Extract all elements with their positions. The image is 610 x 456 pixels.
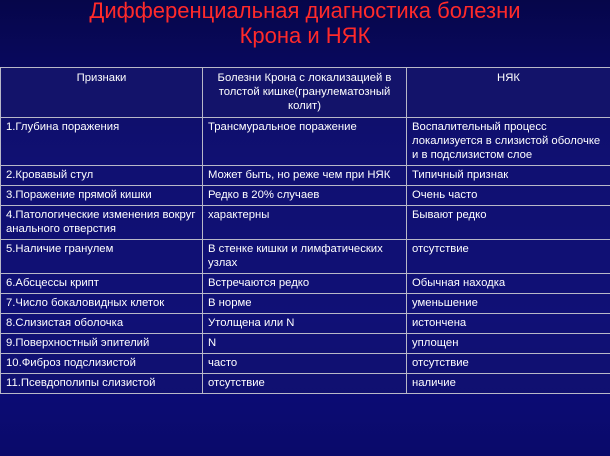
table-row: [1, 166, 610, 186]
row-uc-cell: Очень часто: [407, 186, 610, 206]
row-crohn-cell: часто: [203, 354, 407, 374]
header-cell-signs: Признаки: [1, 68, 203, 118]
slide-title: [0, 0, 610, 48]
slide-title-line-1: Дифференциальная диагностика болезни: [89, 0, 521, 23]
row-uc-cell: Бывают редко: [407, 206, 610, 240]
table-row: [1, 374, 610, 394]
table-row: [1, 314, 610, 334]
header-cell-uc: НЯК: [407, 68, 610, 118]
table-row: [1, 354, 610, 374]
row-uc-cell: уменьшение: [407, 294, 610, 314]
slide-title-line-2: Крона и НЯК: [239, 23, 371, 48]
row-crohn-cell: N: [203, 334, 407, 354]
row-uc-cell: отсутствие: [407, 354, 610, 374]
header-cell-crohn: Болезни Крона с локализацией в толстой кишке(гранулематозный колит): [203, 68, 407, 118]
row-crohn-cell: отсутствие: [203, 374, 407, 394]
row-sign-cell: 2.Кровавый стул: [1, 166, 203, 186]
table-row: [1, 294, 610, 314]
row-uc-cell: Воспалительный процесс локализуется в слизистой оболочке и в подслизистом слое: [407, 118, 610, 166]
table-body: [1, 118, 610, 394]
row-uc-cell: Типичный признак: [407, 166, 610, 186]
row-sign-cell: 4.Патологические изменения вокруг анального отверстия: [1, 206, 203, 240]
row-sign-cell: 11.Псевдополипы слизистой: [1, 374, 203, 394]
row-crohn-cell: Может быть, но реже чем при НЯК: [203, 166, 407, 186]
comparison-table: [0, 67, 610, 394]
row-sign-cell: 7.Число бокаловидных клеток: [1, 294, 203, 314]
row-uc-cell: Обычная находка: [407, 274, 610, 294]
table-row: [1, 118, 610, 166]
row-sign-cell: 10.Фиброз подслизистой: [1, 354, 203, 374]
row-crohn-cell: характерны: [203, 206, 407, 240]
table-row: [1, 240, 610, 274]
row-sign-cell: 9.Поверхностный эпителий: [1, 334, 203, 354]
row-crohn-cell: Утолщена или N: [203, 314, 407, 334]
row-sign-cell: 5.Наличие гранулем: [1, 240, 203, 274]
comparison-table-container: [0, 67, 610, 394]
table-row: [1, 334, 610, 354]
row-crohn-cell: Трансмуральное поражение: [203, 118, 407, 166]
row-sign-cell: 6.Абсцессы крипт: [1, 274, 203, 294]
row-crohn-cell: В норме: [203, 294, 407, 314]
table-row: [1, 206, 610, 240]
row-sign-cell: 8.Слизистая оболочка: [1, 314, 203, 334]
row-sign-cell: 3.Поражение прямой кишки: [1, 186, 203, 206]
row-uc-cell: отсутствие: [407, 240, 610, 274]
table-header-row: [1, 68, 610, 118]
row-crohn-cell: Встречаются редко: [203, 274, 407, 294]
row-uc-cell: уплощен: [407, 334, 610, 354]
row-crohn-cell: Редко в 20% случаев: [203, 186, 407, 206]
table-row: [1, 274, 610, 294]
row-sign-cell: 1.Глубина поражения: [1, 118, 203, 166]
row-crohn-cell: В стенке кишки и лимфатических узлах: [203, 240, 407, 274]
table-header: [1, 68, 610, 118]
table-row: [1, 186, 610, 206]
row-uc-cell: истончена: [407, 314, 610, 334]
row-uc-cell: наличие: [407, 374, 610, 394]
